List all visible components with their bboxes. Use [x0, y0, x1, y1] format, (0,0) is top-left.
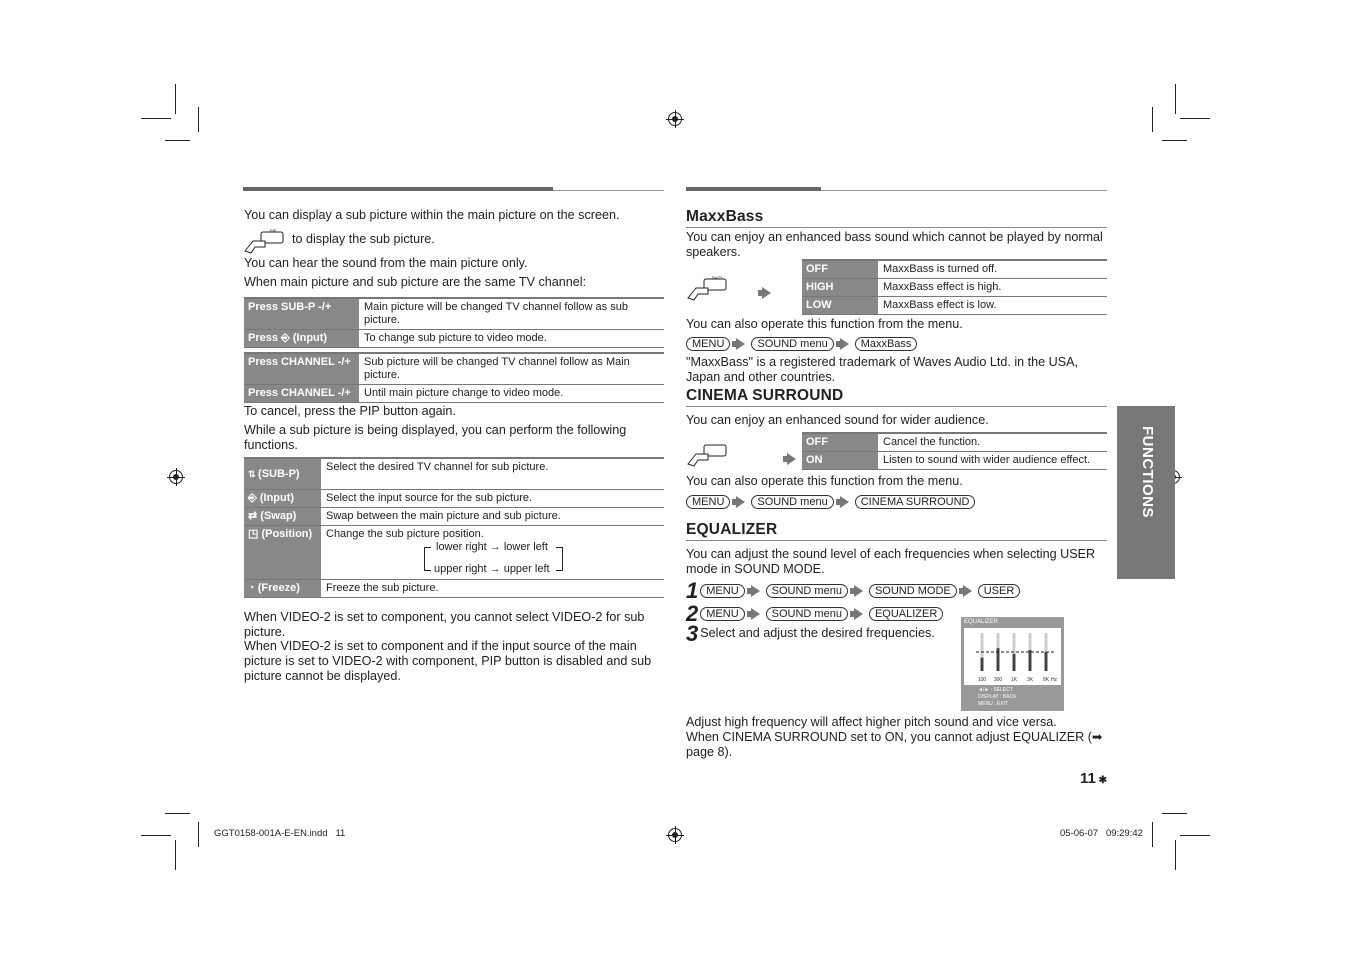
table-key: ⎆ (Input)	[244, 490, 322, 508]
svg-text:BASS: BASS	[712, 276, 723, 280]
crop-mark	[1152, 822, 1153, 847]
table-key: ⇅ (SUB-P)	[244, 458, 322, 490]
input-icon: ⎆	[248, 492, 260, 504]
arrow-right-icon	[840, 496, 849, 508]
registration-mark-icon	[668, 112, 682, 126]
cinema-menu-note: You can also operate this function from the menu.	[686, 474, 963, 488]
table-key: Press ⎆ (Input)	[244, 330, 360, 348]
menu-pill: EQUALIZER	[869, 607, 943, 621]
option-key: LOW	[802, 297, 879, 315]
equalizer-intro: You can adjust the sound level of each frequencies when selecting USER mode in SOUND MODE.	[686, 547, 1096, 576]
crop-mark	[1175, 84, 1176, 114]
menu-pill: MENU	[686, 495, 730, 509]
arrow-right-icon	[963, 585, 972, 597]
eq-band-bar	[981, 658, 984, 671]
channel-icon: ⇅	[248, 468, 259, 479]
table-key: ◳ (Position)	[244, 526, 322, 580]
option-desc: MaxxBass is turned off.	[879, 260, 1108, 279]
table-desc: Select the desired TV channel for sub picture.	[322, 458, 665, 490]
maxxbass-options-table	[802, 259, 1107, 315]
functions-side-tab: FUNCTIONS	[1117, 406, 1175, 579]
crop-mark	[1162, 140, 1187, 141]
crop-mark	[1180, 118, 1210, 119]
crop-mark	[141, 835, 171, 836]
freeze-icon: ◔	[248, 582, 258, 594]
same-channel-note: When main picture and sub picture are the same TV channel:	[244, 275, 587, 289]
menu-pill: SOUND menu	[766, 584, 848, 598]
same-channel-table-1	[244, 297, 664, 348]
cinema-intro: You can enjoy an enhanced sound for wider audience.	[686, 413, 989, 427]
section-rule	[686, 540, 1107, 541]
eq-band-label: 300	[993, 677, 1003, 683]
eq-band-label: Hz	[1050, 677, 1058, 683]
cinema-menu-flow	[686, 495, 975, 509]
crop-mark	[1152, 107, 1153, 132]
crop-mark	[175, 84, 176, 114]
pip-intro: You can display a sub picture within the main picture on the screen.	[244, 208, 620, 222]
video2-note-a: When VIDEO-2 is set to component, you cannot select VIDEO-2 for sub picture.	[244, 610, 645, 639]
arrow-right-icon	[854, 608, 863, 620]
table-desc: Sub picture will be changed TV channel follow as Main picture.	[360, 353, 665, 385]
equalizer-screen-title: EQUALIZER	[964, 619, 999, 625]
menu-pill: SOUND MODE	[869, 584, 957, 598]
pip-functions-table	[244, 457, 664, 598]
cinema-options-table	[802, 432, 1107, 470]
registration-mark-icon	[668, 828, 682, 842]
arrow-right-icon	[787, 453, 796, 465]
eq-band-bar	[1045, 652, 1048, 671]
crop-mark	[1162, 813, 1187, 814]
menu-pill: MaxxBass	[855, 337, 918, 351]
eq-band-label: 1K	[1010, 677, 1018, 683]
table-key: Press CHANNEL -/+	[244, 353, 360, 385]
maxxbass-trademark: "MaxxBass" is a registered trademark of Waves Audio Ltd. in the USA, Japan and other countries.	[686, 355, 1079, 384]
menu-pill: SOUND menu	[751, 495, 833, 509]
crop-mark	[1175, 840, 1176, 870]
equalizer-note-2: When CINEMA SURROUND set to ON, you cannot adjust EQUALIZER (➡ page 8).	[686, 730, 1103, 759]
menu-pill: CINEMA SURROUND	[855, 495, 976, 509]
table-key: Press CHANNEL -/+	[244, 385, 360, 403]
section-rule	[686, 406, 1107, 407]
svg-text:PIP: PIP	[270, 229, 277, 233]
option-desc: Cancel the function.	[879, 433, 1108, 452]
equalizer-screen	[961, 617, 1064, 711]
arrow-right-icon	[751, 585, 760, 597]
section-rule	[686, 227, 1107, 228]
crop-mark	[165, 813, 190, 814]
option-key: HIGH	[802, 279, 879, 297]
crop-mark	[175, 840, 176, 870]
table-desc: Freeze the sub picture.	[322, 580, 665, 598]
option-desc: MaxxBass effect is low.	[879, 297, 1108, 315]
menu-pill: MENU	[686, 337, 730, 351]
menu-pill: MENU	[700, 584, 744, 598]
table-desc: Until main picture change to video mode.	[360, 385, 665, 403]
while-note: While a sub picture is being displayed, you can perform the following functions.	[244, 423, 627, 452]
table-key: ◔ (Freeze)	[244, 580, 322, 598]
position-icon: ◳	[248, 528, 262, 540]
equalizer-step-3: 3 Select and adjust the desired frequencies.	[686, 621, 935, 646]
option-key: OFF	[802, 433, 879, 452]
table-desc: To change sub picture to video mode.	[360, 330, 665, 348]
maxxbass-title: MaxxBass	[686, 208, 764, 225]
sound-note: You can hear the sound from the main picture only.	[244, 256, 528, 270]
table-key: ⇄ (Swap)	[244, 508, 322, 526]
menu-pill: SOUND menu	[751, 337, 833, 351]
footer-file: GGT0158-001A-E-EN.indd 11	[214, 828, 346, 839]
arrow-right-icon	[736, 496, 745, 508]
menu-pill: USER	[978, 584, 1021, 598]
equalizer-help: ◄/► : SELECT DISPLAY : BACK MENU : EXIT	[978, 687, 1017, 707]
maxxbass-intro: You can enjoy an enhanced bass sound which cannot be played by normal speakers.	[686, 230, 1103, 259]
arrow-right-icon	[854, 585, 863, 597]
menu-pill: SOUND menu	[766, 607, 848, 621]
footer-timestamp: 05-06-07 09:29:42	[1060, 828, 1143, 839]
registration-mark-icon	[169, 470, 183, 484]
equalizer-panel	[964, 628, 1061, 685]
option-desc: Listen to sound with wider audience effect.	[879, 452, 1108, 470]
arrow-right-icon	[751, 608, 760, 620]
step-number: 2	[686, 601, 699, 626]
bass-remote-icon	[686, 276, 728, 302]
option-key: ON	[802, 452, 879, 470]
video2-note-b: When VIDEO-2 is set to component and if the input source of the main picture is set to VIDEO-2 with component, PIP button is disabled and sub picture cannot be displayed.	[244, 639, 652, 683]
maxxbass-menu-note: You can also operate this function from the menu.	[686, 317, 963, 331]
page-number: 11 ✱	[1080, 770, 1108, 787]
table-desc: Change the sub picture position. lower right → lower left upper right → upper left	[322, 526, 665, 580]
crop-mark	[198, 822, 199, 847]
table-desc: Swap between the main picture and sub picture.	[322, 508, 665, 526]
menu-pill: MENU	[700, 607, 744, 621]
position-cycle-top: lower right → lower left	[436, 541, 548, 553]
option-key: OFF	[802, 260, 879, 279]
maxxbass-menu-flow	[686, 337, 917, 351]
crop-mark	[1180, 835, 1210, 836]
crop-mark	[141, 118, 171, 119]
page-marker-icon: ✱	[1095, 775, 1108, 786]
equalizer-note-1: Adjust high frequency will affect higher pitch sound and vice versa.	[686, 715, 1057, 729]
eq-band-bar	[1029, 650, 1032, 671]
table-desc: Main picture will be changed TV channel follow as sub picture.	[360, 298, 665, 330]
arrow-right-icon	[840, 338, 849, 350]
step-number: 1	[686, 578, 699, 603]
table-key: Press SUB-P -/+	[244, 298, 360, 330]
crop-mark	[165, 140, 190, 141]
eq-band-bar	[1013, 654, 1016, 671]
crop-mark	[198, 107, 199, 132]
eq-band-label: 8K	[1042, 677, 1050, 683]
eq-band-label: 100	[977, 677, 987, 683]
equalizer-step-2	[686, 601, 943, 627]
cinema-remote-icon	[686, 442, 728, 468]
option-desc: MaxxBass effect is high.	[879, 279, 1108, 297]
eq-band-label: 3K	[1026, 677, 1034, 683]
section-header-cutoff	[243, 187, 553, 191]
same-channel-table-2	[244, 352, 664, 403]
pip-caption: to display the sub picture.	[292, 232, 435, 246]
cinema-title: CINEMA SURROUND	[686, 387, 844, 404]
arrow-right-icon	[762, 287, 771, 299]
step-number: 3	[686, 621, 699, 646]
equalizer-bars	[964, 628, 1061, 685]
table-desc: Select the input source for the sub picture.	[322, 490, 665, 508]
section-header-cutoff	[686, 187, 821, 191]
cancel-note: To cancel, press the PIP button again.	[244, 404, 456, 418]
arrow-right-icon	[736, 338, 745, 350]
swap-icon: ⇄	[248, 510, 261, 522]
equalizer-title: EQUALIZER	[686, 521, 778, 538]
remote-hand-icon	[243, 229, 285, 255]
position-cycle-bottom: upper right → upper left	[434, 563, 550, 575]
